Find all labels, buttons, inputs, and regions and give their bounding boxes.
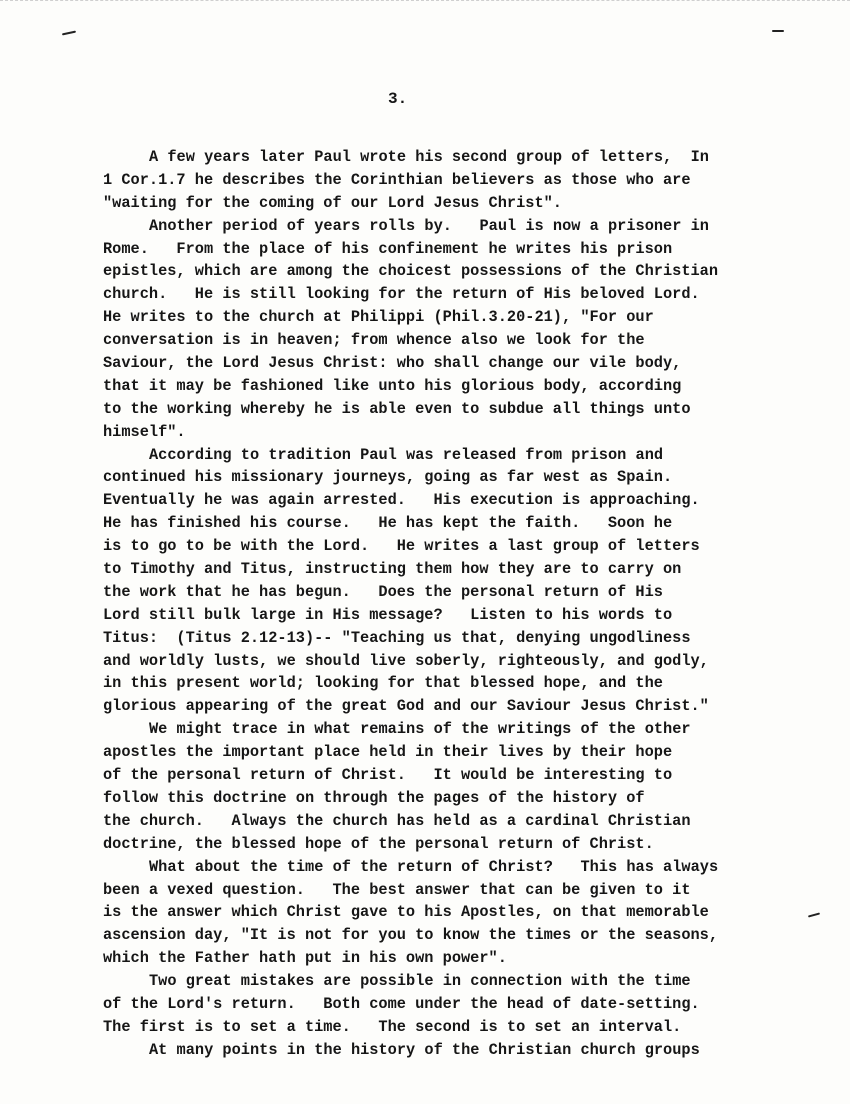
text-line: follow this doctrine on through the pages of the history of (103, 788, 645, 807)
text-line: of the Lord's return. Both come under the head of date-setting. (103, 994, 700, 1013)
text-line: doctrine, the blessed hope of the personal return of Christ. (103, 834, 654, 853)
scan-mark (772, 30, 784, 32)
page-number: 3. (388, 90, 408, 108)
text-line: The first is to set a time. The second is to set an interval. (103, 1017, 682, 1036)
text-line: which the Father hath put in his own power". (103, 949, 507, 968)
text-line: to Timothy and Titus, instructing them how they are to carry on (103, 560, 682, 579)
text-line: of the personal return of Christ. It would be interesting to (103, 766, 673, 785)
text-line: been a vexed question. The best answer that can be given to it (103, 880, 691, 899)
text-line: to the working whereby he is able even to subdue all things unto (103, 399, 691, 418)
text-line: Two great mistakes are possible in connection with the time (149, 972, 691, 991)
text-line: A few years later Paul wrote his second group of letters, In (149, 148, 709, 166)
text-line: and worldly lusts, we should live soberly, righteously, and godly, (103, 651, 709, 670)
text-line: Saviour, the Lord Jesus Christ: who shall change our vile body, (103, 354, 682, 373)
text-line: "waiting for the coming of our Lord Jesus Christ". (103, 193, 562, 212)
text-line: At many points in the history of the Christian church groups (149, 1040, 700, 1059)
text-line: in this present world; looking for that blessed hope, and the (103, 674, 663, 693)
text-line: is to go to be with the Lord. He writes a last group of letters (103, 537, 700, 556)
text-line: We might trace in what remains of the writings of the other (149, 720, 691, 739)
text-line: continued his missionary journeys, going as far west as Spain. (103, 468, 673, 487)
text-line: He writes to the church at Philippi (Phil.3.20-21), "For our (103, 308, 654, 327)
text-line: himself". (103, 422, 186, 441)
text-line: Another period of years rolls by. Paul is now a prisoner in (149, 216, 709, 235)
text-line: the church. Always the church has held as a cardinal Christian (103, 811, 691, 830)
document-body (103, 146, 718, 1062)
text-line: 1 Cor.1.7 he describes the Corinthian believers as those who are (103, 170, 691, 189)
text-line: What about the time of the return of Christ? This has always (149, 857, 719, 876)
text-line: apostles the important place held in their lives by their hope (103, 743, 673, 762)
text-line: Eventually he was again arrested. His execution is approaching. (103, 491, 700, 510)
text-line: that it may be fashioned like unto his glorious body, according (103, 376, 682, 395)
text-line: the work that he has begun. Does the personal return of His (103, 582, 663, 601)
scan-mark (808, 912, 820, 917)
text-line: He has finished his course. He has kept the faith. Soon he (103, 514, 673, 533)
text-line: glorious appearing of the great God and our Saviour Jesus Christ." (103, 697, 709, 716)
text-line: epistles, which are among the choicest possessions of the Christian (103, 262, 719, 281)
text-line: church. He is still looking for the return of His beloved Lord. (103, 285, 700, 304)
text-line: is the answer which Christ gave to his Apostles, on that memorable (103, 903, 709, 922)
text-line: ascension day, "It is not for you to know the times or the seasons, (103, 926, 719, 945)
scan-mark (62, 31, 76, 36)
page-edge (0, 0, 850, 5)
text-line: Rome. From the place of his confinement he writes his prison (103, 239, 673, 258)
text-line: Titus: (Titus 2.12-13)-- "Teaching us that, denying ungodliness (103, 628, 691, 647)
text-line: conversation is in heaven; from whence also we look for the (103, 331, 645, 350)
text-line: Lord still bulk large in His message? Listen to his words to (103, 605, 673, 624)
text-line: According to tradition Paul was released from prison and (149, 445, 664, 464)
